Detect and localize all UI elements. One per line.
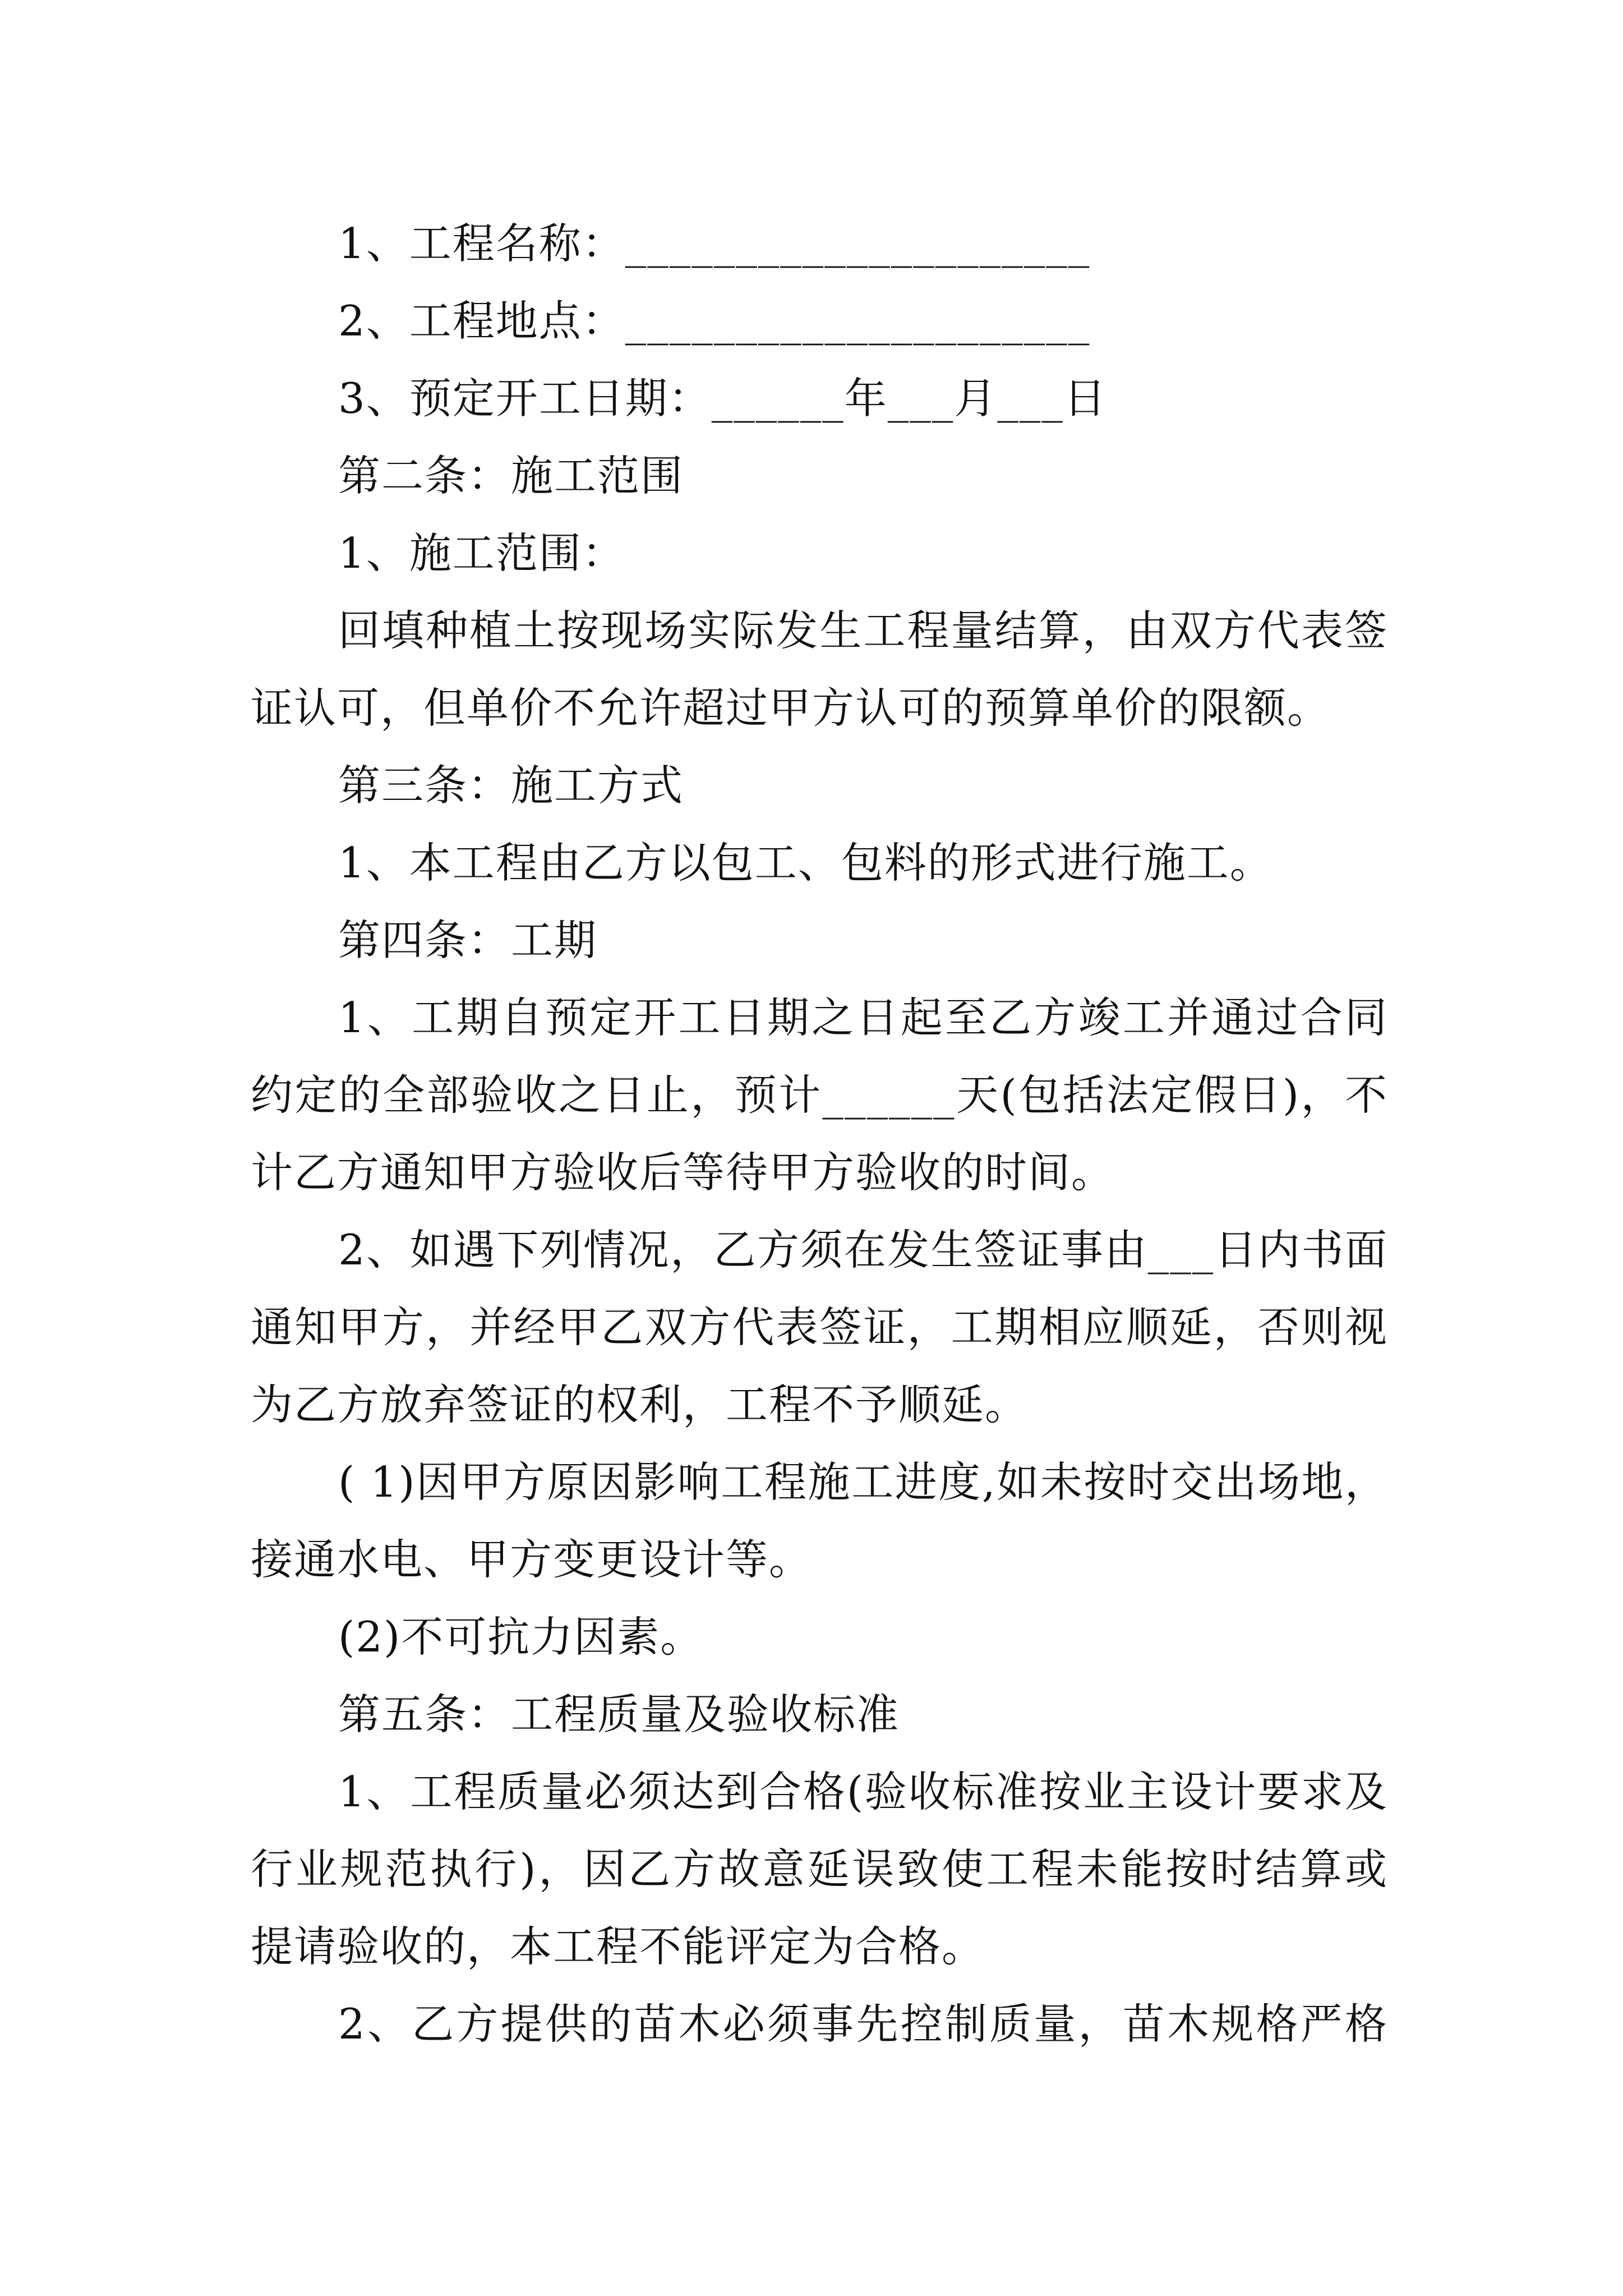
paragraph-line: 提请验收的，本工程不能评定为合格。 (251, 1922, 985, 1971)
document-body (251, 205, 1388, 2063)
paragraph (251, 747, 1388, 824)
paragraph (251, 360, 1388, 437)
paragraph-line: 证认可，但单价不允许超过甲方认可的预算单价的限额。 (251, 683, 1331, 733)
paragraph-line: ( 1)因甲方原因影响工程施工进度,如未按时交出场地， (338, 1457, 1388, 1507)
paragraph (251, 514, 1388, 592)
paragraph (251, 205, 1388, 282)
paragraph (251, 1985, 1388, 2063)
paragraph-line: 行业规范执行)，因乙方故意延误致使工程未能按时结算或 (251, 1844, 1388, 1894)
paragraph-line: 计乙方通知甲方验收后等待甲方验收的时间。 (251, 1148, 1115, 1197)
paragraph (251, 1676, 1388, 1753)
paragraph-line: 2、乙方提供的苗木必须事先控制质量，苗木规格严格 (338, 1999, 1388, 2049)
paragraph (251, 1211, 1388, 1443)
paragraph-line: 1、工程名称：_____________________ (338, 219, 1091, 268)
paragraph-line: 1、施工范围： (338, 528, 625, 578)
paragraph (251, 1443, 1388, 1598)
paragraph-line: 第四条：工期 (338, 915, 598, 965)
paragraph (251, 282, 1388, 360)
paragraph-line: 为乙方放弃签证的权利，工程不予顺延。 (251, 1380, 1029, 1429)
paragraph-line: 通知甲方，并经甲乙双方代表签证，工期相应顺延，否则视 (251, 1303, 1388, 1352)
paragraph (251, 1753, 1388, 1985)
paragraph-line: 1、工程质量必须达到合格(验收标准按业主设计要求及 (338, 1767, 1388, 1816)
paragraph (251, 901, 1388, 979)
paragraph-line: 1、本工程由乙方以包工、包料的形式进行施工。 (338, 838, 1273, 887)
paragraph-line: 2、如遇下列情况，乙方须在发生签证事由___日内书面 (338, 1225, 1388, 1274)
paragraph (251, 592, 1388, 747)
paragraph-line: 第三条：施工方式 (338, 761, 684, 810)
paragraph (251, 824, 1388, 901)
paragraph-line: 约定的全部验收之日止，预计______天(包括法定假日)，不 (251, 1070, 1388, 1120)
paragraph-line: 2、工程地点：_____________________ (338, 296, 1091, 346)
paragraph-line: 回填种植土按现场实际发生工程量结算，由双方代表签 (338, 606, 1388, 655)
paragraph-line: 第二条：施工范围 (338, 451, 684, 500)
paragraph (251, 979, 1388, 1211)
paragraph (251, 1598, 1388, 1676)
paragraph (251, 437, 1388, 514)
paragraph-line: (2)不可抗力因素。 (338, 1612, 704, 1662)
paragraph-line: 第五条：工程质量及验收标准 (338, 1690, 900, 1739)
paragraph-line: 1、工期自预定开工日期之日起至乙方竣工并通过合同 (338, 993, 1388, 1042)
paragraph-line: 3、预定开工日期：______年___月___日 (338, 374, 1107, 423)
paragraph-line: 接通水电、甲方变更设计等。 (251, 1535, 813, 1584)
